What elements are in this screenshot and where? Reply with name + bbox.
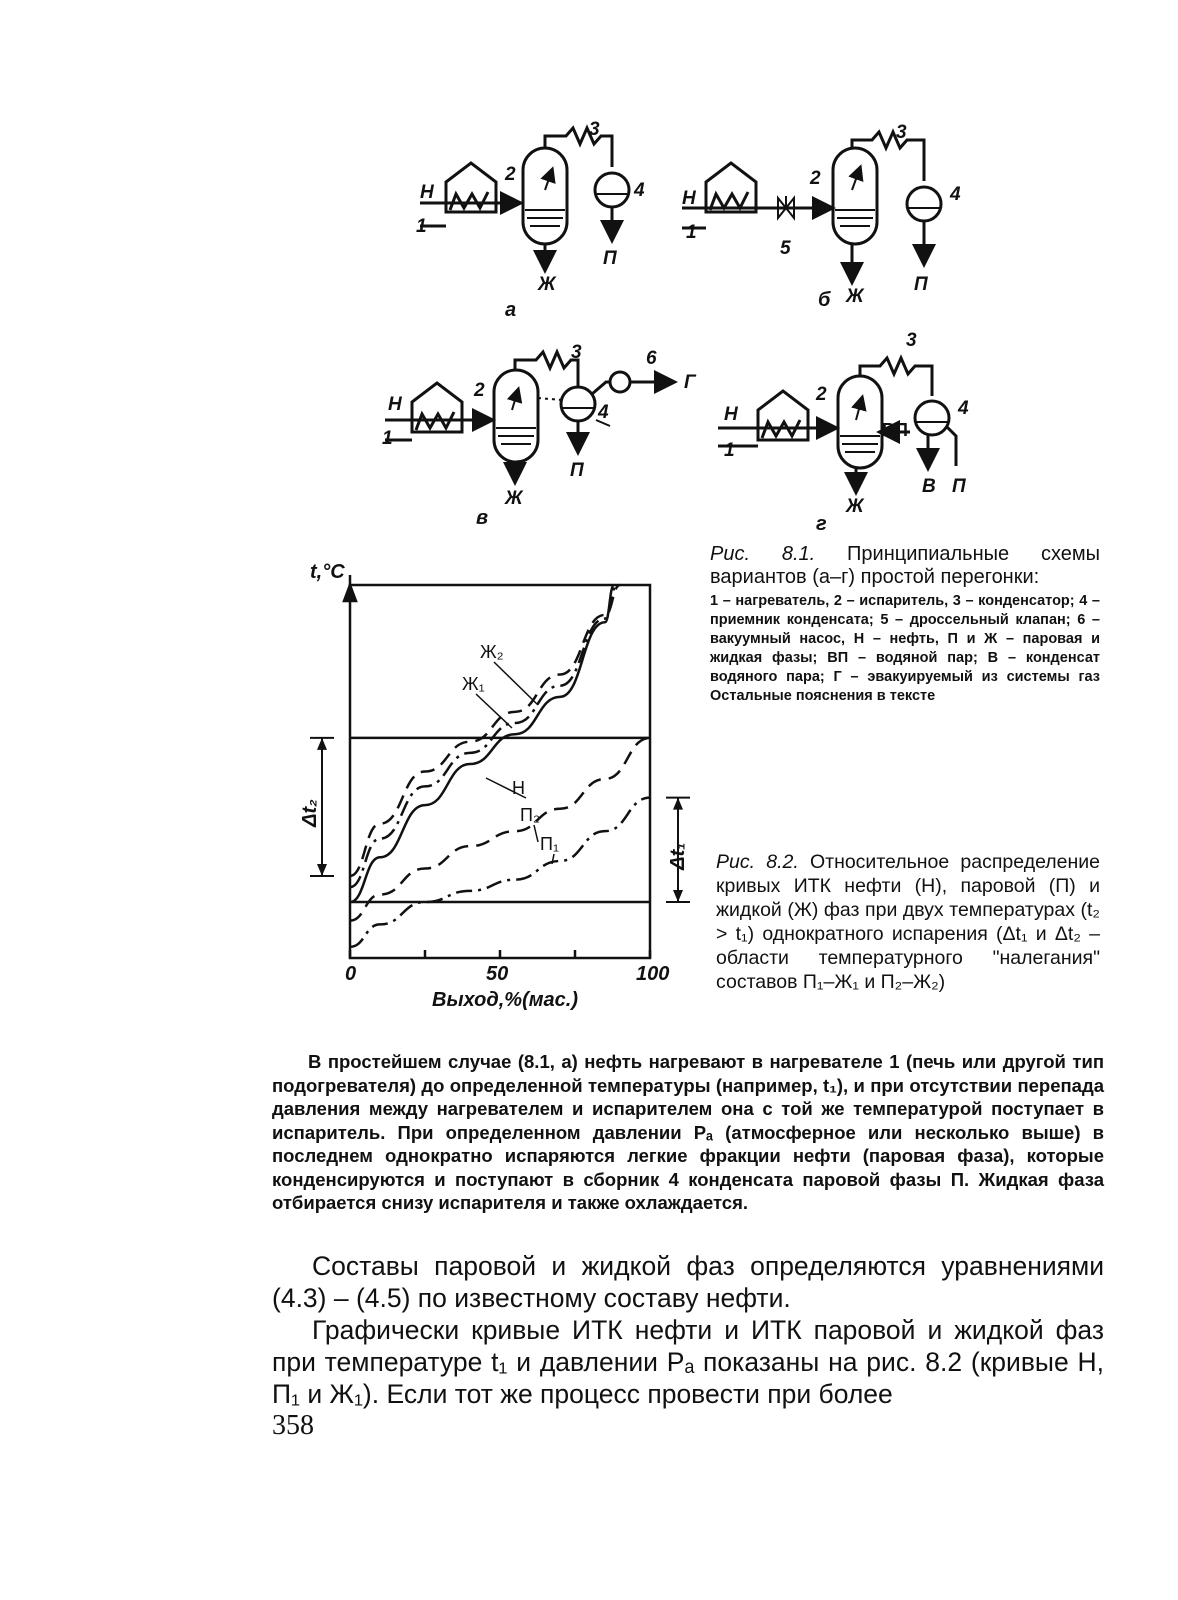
label-4-a: 4 <box>634 180 645 201</box>
label-5-b: 5 <box>780 238 791 259</box>
y-axis-arrow <box>344 585 356 601</box>
delta-t2-arrow-bottom <box>317 864 327 876</box>
label-vapor-b: П <box>914 274 928 295</box>
body-paragraphs <box>272 1250 1104 1410</box>
series-label-0: Ж₂ <box>480 642 504 662</box>
label-4-g: 4 <box>958 398 969 419</box>
paragraph-3-text: Графически кривые ИТК нефти и ИТК паровой и жидкой фаз при температуре t₁ и давлении Pₐ показаны на рис. 8.2 (кривые Н, П₁ и Ж₁). Если тот же процесс провести при более <box>272 1315 1104 1409</box>
label-gas-v: Г <box>684 372 696 393</box>
label-4-b: 4 <box>950 184 961 205</box>
label-2-v: 2 <box>474 380 485 401</box>
series-leader-3 <box>534 825 538 842</box>
series-leader-0 <box>494 662 538 705</box>
series-label-4: П₁ <box>540 834 560 854</box>
figure-8-1-schematics <box>0 0 1178 540</box>
label-2-g: 2 <box>816 384 827 405</box>
body-paragraph-1 <box>272 1050 1104 1215</box>
label-vapor-a: П <box>603 248 617 269</box>
series-label-1: Ж₁ <box>462 674 485 694</box>
x-tick-label: 0 <box>345 963 357 985</box>
label-3-b: 3 <box>896 122 907 143</box>
figure-8-1-caption-body: 1 – нагреватель, 2 – испаритель, 3 – конденсатор; 4 – приемник конденсата; 5 – дроссельный клапан; 6 – вакуумный насос, Н – нефть, П и Ж – паровая и жидкая фазы; ВП – водяной пар; В – конденсат водяного пара; Г – эвакуируемый из системы газ Остальные пояснения в тексте <box>710 593 1100 704</box>
figure-8-2-chart <box>290 550 700 1020</box>
label-oil-a: Н <box>420 182 434 203</box>
label-1-v: 1 <box>382 428 393 449</box>
label-2-b: 2 <box>810 168 821 189</box>
subfig-label-g: г <box>816 513 827 535</box>
label-liquid-v: Ж <box>505 488 523 509</box>
x-axis-label: Выход,%(мас.) <box>432 989 578 1011</box>
x-tick-label: 100 <box>636 963 670 985</box>
figure-8-1-caption-title <box>710 543 1100 589</box>
scheme-g <box>718 358 956 490</box>
paragraph-2-text: Составы паровой и жидкой фаз определяются уравнениями (4.3) – (4.5) по известному составу нефти. <box>272 1251 1104 1313</box>
subfig-label-v: в <box>476 507 489 529</box>
label-oil-b: Н <box>682 188 696 209</box>
delta-t1-label: Δt₁ <box>667 842 689 870</box>
delta-t2-arrow-top <box>317 738 327 750</box>
delta-t1-arrow-bottom <box>673 890 683 902</box>
scheme-a <box>420 128 629 268</box>
series-line-3 <box>350 738 650 921</box>
delta-t2-label: Δt₂ <box>299 799 321 827</box>
y-axis-label: t,°C <box>310 561 345 583</box>
figure-8-2-number: Рис. 8.2. <box>716 851 799 873</box>
label-liquid-a: Ж <box>538 274 556 295</box>
paragraph-1-text: В простейшем случае (8.1, а) нефть нагревают в нагревателе 1 (печь или другой тип подогревателя) до определенной температуры (например, t₁), и при отсутствии перепада давления между нагревателем и испарителем она с той же температурой поступает в испаритель. При определенном давлении Pₐ (атмосферное или несколько выше) в последнем однократно испаряются легкие фракции нефти (паровая фаза), которые конденсируются и поступают в сборник 4 конденсата паровой фазы П. Жидкая фаза отбирается снизу испарителя и также охлаждается. <box>272 1051 1104 1213</box>
label-vapor-g: П <box>952 476 966 497</box>
figure-8-2-text: Относительное распределение кривых ИТК нефти (Н), паровой (П) и жидкой (Ж) фаз при двух температурах (t₂ > t₁) однократного испарения (Δt₁ и Δt₂ – области температурного "налегания" составов П₁–Ж₁ и П₂–Ж₂) <box>716 851 1101 993</box>
label-4-v: 4 <box>598 402 609 423</box>
series-label-2: Н <box>512 778 525 798</box>
label-1-a: 1 <box>416 216 427 237</box>
label-3-v: 3 <box>571 342 582 363</box>
scheme-v <box>385 352 672 480</box>
figure-8-1-title: Принципиальные схемы вариантов (а–г) простой перегонки: <box>710 543 1100 588</box>
label-3-a: 3 <box>589 119 600 140</box>
label-oil-v: Н <box>388 394 402 415</box>
label-6-v: 6 <box>646 348 657 369</box>
figure-8-1-caption <box>710 543 1100 706</box>
label-liquid-b: Ж <box>846 286 864 307</box>
label-3-g: 3 <box>906 330 917 351</box>
subfig-label-b: б <box>818 289 831 311</box>
series-label-3: П₂ <box>520 805 540 825</box>
figure-8-2-caption <box>716 850 1100 994</box>
subfig-label-a: а <box>505 299 517 321</box>
label-water-g: В <box>922 476 936 497</box>
label-steam-g: ВП <box>882 420 908 440</box>
figure-8-1-number: Рис. 8.1. <box>710 543 816 565</box>
label-2-a: 2 <box>505 164 516 185</box>
label-vapor-v: П <box>570 460 584 481</box>
label-1-g: 1 <box>724 440 735 461</box>
scheme-b <box>682 132 941 280</box>
label-liquid-g: Ж <box>846 496 864 517</box>
page-number: 358 <box>272 1410 314 1441</box>
label-oil-g: Н <box>724 404 738 425</box>
delta-t1-arrow-top <box>673 798 683 810</box>
series-line-4 <box>350 798 650 947</box>
label-1-b: 1 <box>686 222 697 243</box>
x-tick-label: 50 <box>486 963 509 985</box>
